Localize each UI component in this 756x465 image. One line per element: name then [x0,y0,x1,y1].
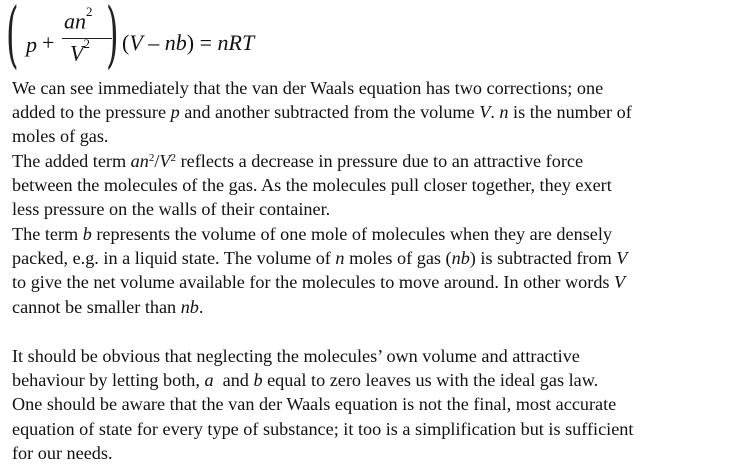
rhs-minus: – [142,30,165,55]
text-span: behaviour by letting both, [12,370,205,391]
var-v: V [479,102,491,123]
text-line [12,295,752,319]
rhs-close-equals: ) = [186,30,218,55]
var-v: V [616,248,628,269]
text-span: to give the net volume available for the molecules to move around. In other words [12,272,615,293]
var-v: V [614,272,626,293]
var-nb: nb [180,296,199,317]
text-line [12,222,752,246]
text-span: packed, e.g. in a liquid state. The volume of [12,248,336,269]
var-an: an [130,151,149,171]
exponent: 2 [148,152,155,164]
text-span: The term [12,224,83,244]
text-line: less pressure on the walls of their container. [12,199,331,220]
text-span: . [198,296,204,317]
paragraph-corrections [12,76,752,149]
fraction-numerator [64,4,93,34]
rhs-open-paren: ( [122,30,130,55]
text-line: moles of gas. [12,126,109,147]
text-span: cannot be smaller than [12,296,181,317]
text-line: equation of state for every type of substance; it too is a simplification but is sufficient [12,418,634,439]
text-line: for our needs. [12,442,113,463]
text-span: moles of gas ( [344,248,452,269]
denominator-base: V [70,40,84,66]
text-span: / [154,151,160,171]
paragraph-volume-term [12,222,752,319]
denominator-exponent: 2 [83,36,90,51]
var-a: a [204,370,214,391]
text-line [12,100,752,124]
right-parenthesis: ) [106,0,119,76]
text-line [12,270,752,294]
text-span: The added term [12,151,131,171]
left-parenthesis: ( [6,0,19,76]
text-span: and [213,370,254,391]
equation-pressure-symbol: p [26,32,37,57]
exponent: 2 [170,152,177,164]
text-span: equal to zero leaves us with the ideal gas law. [262,370,599,391]
var-b: b [253,370,263,391]
rhs-nrt: nRT [217,30,255,55]
fraction-denominator [70,36,90,66]
numerator-exponent: 2 [86,4,93,19]
text-span: reflects a decrease in pressure due to an attractive force [176,151,584,171]
var-n: n [499,102,509,123]
paragraph-pressure-term [12,149,752,222]
var-n: n [335,248,345,269]
text-span: added to the pressure [12,102,171,123]
equation-volume-term [122,30,254,56]
var-v: V [159,151,171,171]
text-line: One should be aware that the van der Waals equation is not the final, most accurate [12,394,617,415]
text-line: between the molecules of the gas. As the molecules pull closer together, they exert [12,175,612,196]
equation-plus-sign: + [42,30,55,55]
var-b: b [82,224,92,244]
text-line: It should be obvious that neglecting the molecules’ own volume and attractive [12,346,580,366]
numerator-base: an [64,8,86,34]
text-line [12,149,752,173]
text-span: ) is subtracted from [469,248,617,269]
text-span: is the number of [508,102,632,123]
text-line [12,246,752,270]
text-span: and another subtracted from the volume [179,102,480,123]
text-line [12,368,752,392]
text-span: represents the volume of one mole of molecules when they are densely [91,224,612,244]
var-nb: nb [451,248,470,269]
rhs-nb: nb [164,30,187,55]
rhs-volume: V [129,30,143,55]
var-p: p [170,102,180,123]
text-span: . [490,102,500,123]
text-line: We can see immediately that the van der Waals equation has two corrections; one [12,78,604,98]
van-der-waals-equation [6,0,306,76]
paragraph-ideal-gas [12,344,752,465]
